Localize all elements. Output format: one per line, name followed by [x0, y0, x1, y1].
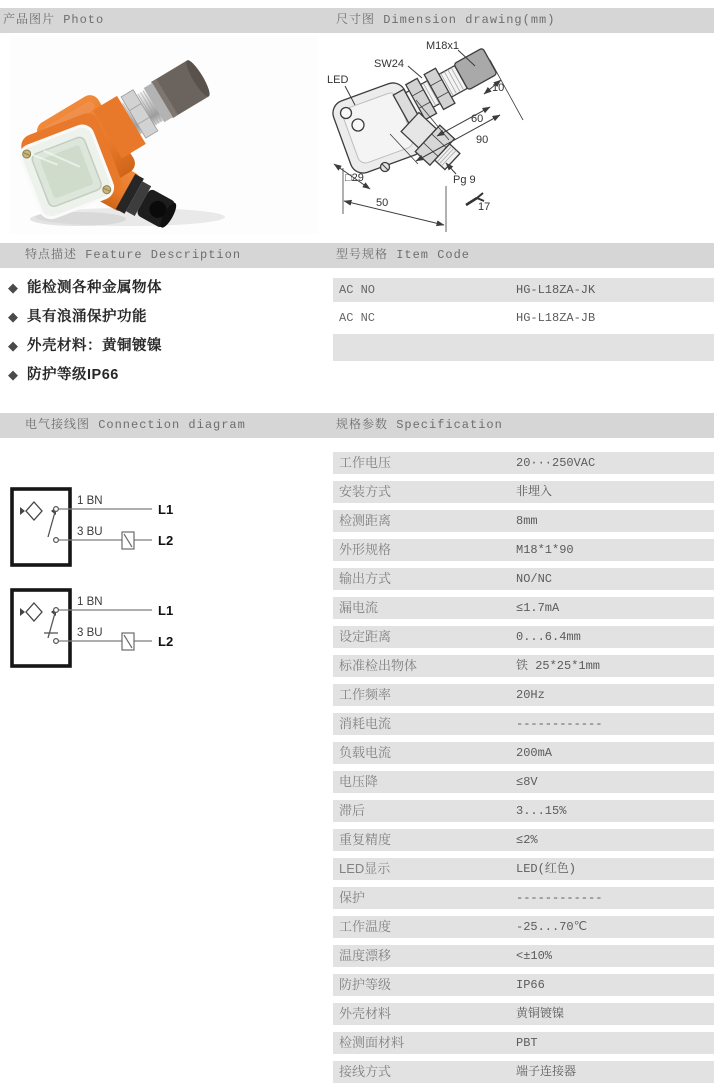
spec-row-label: 接线方式	[339, 1064, 392, 1079]
item-code-row-label: AC NO	[339, 283, 376, 297]
dim-label-17: 17	[478, 201, 491, 213]
spec-row-value: <±10%	[516, 949, 553, 963]
terminal-label-l2: L2	[158, 533, 174, 548]
spec-row	[333, 858, 714, 880]
wire-label-3bu: 3 BU	[77, 526, 103, 538]
dim-label-60: 60	[471, 113, 484, 125]
feature-item	[8, 306, 328, 327]
wire-label-3bu: 3 BU	[77, 627, 103, 639]
spec-row-value: M18*1*90	[516, 543, 574, 557]
spec-row-value: 8mm	[516, 514, 538, 528]
circuit-no	[12, 489, 173, 565]
spec-row-label: 保护	[339, 890, 366, 905]
circuit-nc	[12, 590, 173, 666]
spec-row-value: ------------	[516, 717, 603, 731]
terminal-label-l2: L2	[158, 634, 174, 649]
feature-text: 具有浪涌保护功能	[27, 309, 147, 325]
spec-row-value: ≤2%	[516, 833, 538, 847]
spec-row	[333, 1032, 714, 1054]
spec-row-label: 温度漂移	[339, 948, 392, 963]
spec-row-value: ≤1.7mA	[516, 601, 560, 615]
diamond-bullet-icon: ◆	[8, 367, 18, 382]
spec-row-label: 负载电流	[339, 745, 392, 760]
item-code-row-value: HG-L18ZA-JB	[516, 311, 596, 325]
connection-diagram	[8, 474, 208, 679]
spec-row-label: 工作电压	[339, 455, 392, 470]
spec-row-label: 滞后	[339, 803, 366, 818]
spec-row-label: 安装方式	[339, 484, 392, 499]
spec-row-value: ------------	[516, 891, 603, 905]
spec-row-value: 端子连接器	[516, 1065, 577, 1079]
spec-row	[333, 510, 714, 532]
spec-row	[333, 1061, 714, 1083]
spec-row	[333, 742, 714, 764]
feature-text: 能检测各种金属物体	[27, 280, 162, 296]
dim-label-90: 90	[476, 134, 489, 146]
drawn-sensor	[329, 43, 499, 176]
dim-label-wrench-size: SW24	[374, 58, 404, 70]
diamond-bullet-icon: ◆	[8, 338, 18, 353]
diamond-bullet-icon: ◆	[8, 280, 18, 295]
wire-label-1bn: 1 BN	[77, 495, 103, 507]
spec-row-value: 20Hz	[516, 688, 545, 702]
drawn-led-hole-2	[352, 119, 364, 131]
spec-row-label: 检测面材料	[339, 1035, 405, 1050]
spec-row	[333, 481, 714, 503]
spec-row	[333, 1003, 714, 1025]
spec-row-label: 工作频率	[339, 687, 392, 702]
spec-row-value: -25...70℃	[516, 920, 588, 934]
dim-label-square-29: □29	[345, 172, 364, 184]
spec-row	[333, 771, 714, 793]
spec-row	[333, 945, 714, 967]
feature-item	[8, 277, 328, 298]
spec-row-value: 黄铜镀镍	[516, 1007, 565, 1021]
section-title-connection: 电气接线图 Connection diagram	[25, 418, 246, 432]
spec-row	[333, 829, 714, 851]
spec-row	[333, 974, 714, 996]
spec-row	[333, 713, 714, 735]
spec-row	[333, 800, 714, 822]
spec-row-value: 20···250VAC	[516, 456, 596, 470]
feature-list	[8, 277, 328, 393]
dim-label-thread: M18x1	[426, 40, 460, 52]
section-title-specification: 规格参数 Specification	[336, 418, 503, 432]
section-title-features: 特点描述 Feature Description	[25, 248, 242, 262]
feature-text: 防护等级IP66	[27, 367, 119, 383]
section-title-dimension: 尺寸图 Dimension drawing(mm)	[336, 13, 556, 27]
spec-row-value: IP66	[516, 978, 545, 992]
spec-row-value: 200mA	[516, 746, 553, 760]
feature-text: 外壳材料：黄铜镀镍	[27, 338, 162, 354]
spec-row	[333, 597, 714, 619]
spec-row-value: LED(红色)	[516, 862, 577, 876]
spec-row-value: 铁 25*25*1mm	[516, 659, 601, 673]
item-code-row-label: AC NC	[339, 311, 376, 325]
dim-label-led: LED	[327, 74, 349, 86]
section-header-mid	[0, 243, 714, 268]
spec-row	[333, 626, 714, 648]
dimension-drawing	[318, 36, 718, 232]
spec-row-label: 标准检出物体	[339, 658, 418, 673]
drawn-barrel	[392, 43, 500, 127]
item-code-row	[333, 306, 714, 330]
item-code-row	[333, 334, 714, 361]
spec-row-value: 非埋入	[516, 485, 553, 499]
spec-row-value: 0...6.4mm	[516, 630, 581, 644]
section-title-photo: 产品图片 Photo	[3, 13, 105, 27]
spec-row-value: ≤8V	[516, 775, 538, 789]
drawn-led-hole-1	[341, 108, 352, 119]
diamond-bullet-icon: ◆	[8, 309, 18, 324]
item-code-table	[333, 278, 714, 365]
spec-row-label: 防护等级	[339, 977, 392, 992]
spec-row	[333, 684, 714, 706]
spec-row	[333, 655, 714, 677]
item-code-row-value: HG-L18ZA-JK	[516, 283, 596, 297]
spec-row-label: 设定距离	[339, 629, 392, 644]
spec-row-label: 外壳材料	[339, 1006, 392, 1021]
spec-row-label: 检测距离	[339, 513, 392, 528]
spec-row-label: 外形规格	[339, 542, 392, 557]
spec-row-label: LED显示	[339, 861, 391, 876]
specification-table	[333, 452, 714, 1085]
spec-row	[333, 916, 714, 938]
feature-item	[8, 364, 328, 385]
terminal-label-l1: L1	[158, 603, 174, 618]
spec-row-label: 输出方式	[339, 571, 392, 586]
terminal-label-l1: L1	[158, 502, 174, 517]
spec-row-value: PBT	[516, 1036, 538, 1050]
spec-row-label: 消耗电流	[339, 716, 392, 731]
feature-item	[8, 335, 328, 356]
spec-row-label: 工作温度	[339, 919, 392, 934]
item-code-row	[333, 278, 714, 302]
spec-row-label: 漏电流	[339, 600, 379, 615]
wire-label-1bn: 1 BN	[77, 596, 103, 608]
spec-row-value: NO/NC	[516, 572, 553, 586]
spec-row	[333, 568, 714, 590]
product-photo	[10, 36, 318, 234]
spec-row	[333, 887, 714, 909]
spec-row-value: 3...15%	[516, 804, 567, 818]
spec-row	[333, 539, 714, 561]
dim-label-gland: Pg 9	[453, 174, 476, 186]
spec-row	[333, 452, 714, 474]
section-header-low	[0, 413, 714, 438]
spec-row-label: 电压降	[339, 774, 379, 789]
dim-label-10: 10	[492, 82, 505, 94]
section-header-top	[0, 8, 714, 33]
section-title-item-code: 型号规格 Item Code	[336, 248, 471, 262]
spec-row-label: 重复精度	[339, 832, 392, 847]
dim-label-50: 50	[376, 197, 389, 209]
